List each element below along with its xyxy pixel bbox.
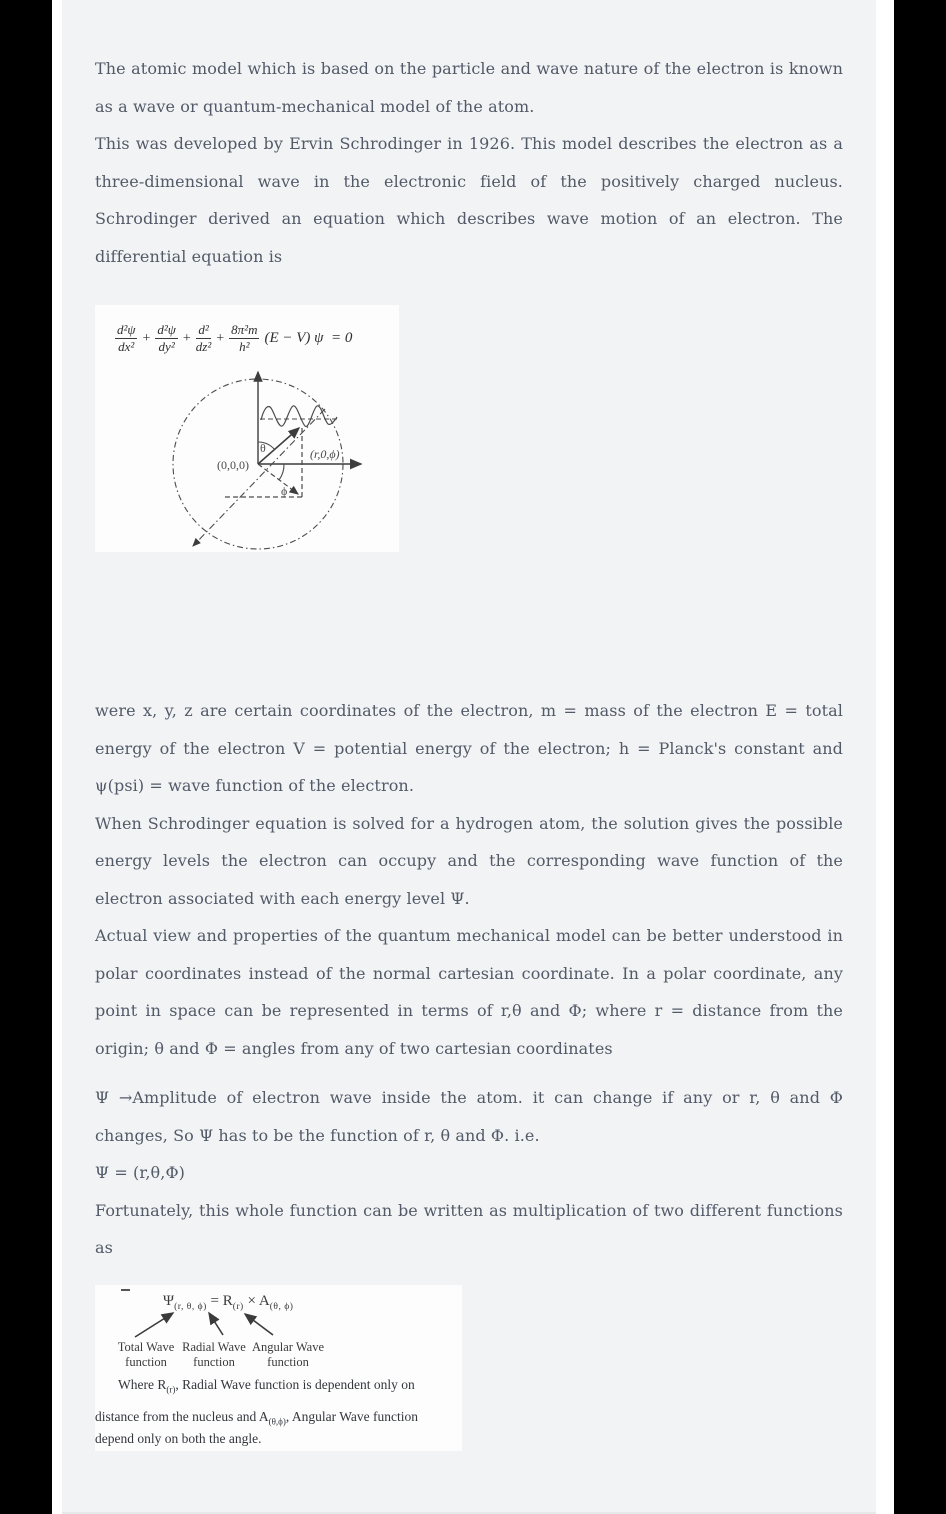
document-page	[62, 0, 876, 1514]
phi-label: ϕ	[281, 484, 288, 498]
paragraph-polar-coordinates: Actual view and properties of the quantum mechanical model can be better understood in polar coordinates instead of the normal cartesian coordinate. In a polar coordinate, any point in space can be represented in terms of r,θ and Φ; where r = distance from the origin; θ and Φ = angles from any of two cartesian coordinates	[95, 926, 843, 1058]
wave-function-figure	[95, 1285, 462, 1451]
total-wave-label: Total Wave function	[117, 1339, 175, 1369]
plus-sign: +	[182, 330, 191, 346]
point-label: (r,0,ϕ)	[310, 447, 340, 461]
figure-caption-line: distance from the nucleus and $A_{(\theta,\phi)}$, Angular Wave function	[95, 1408, 419, 1427]
left-black-bar	[0, 0, 52, 1514]
phi-angle-arc	[279, 464, 284, 480]
wave-function-equation: $\Psi_{(r, \theta, \phi)} = R_{(r)} \times A_{(\theta, \phi)}$	[163, 1292, 294, 1312]
origin-label: (0,0,0)	[217, 458, 249, 472]
figure-caption-line: Where $R_{(r)}$, Radial Wave function is dependent only on	[118, 1376, 415, 1395]
schrodinger-differential-equation	[95, 305, 399, 362]
angular-symbol: A	[258, 1292, 270, 1309]
angular-symbol: A	[258, 1408, 269, 1424]
radial-symbol: R	[157, 1376, 167, 1392]
paragraph-intro: The atomic model which is based on the particle and wave nature of the electron is known as a wave or quantum-mechanical model of the atom.	[95, 59, 843, 116]
right-black-bar	[894, 0, 946, 1514]
angular-wave-arrow	[245, 1314, 273, 1335]
polar-coordinate-diagram	[95, 362, 399, 552]
fraction-dz: $\frac{\text{d²}}{\text{dz²}}$	[195, 322, 212, 354]
fraction-dx: $\frac{\text{d²ψ}}{\text{dx²}}$	[117, 322, 136, 354]
paragraph-schrodinger-history: This was developed by Ervin Schrodinger in 1926. This model describes the electron as a three-dimensional wave in the electronic field of the positively charged nucleus. Schrodinger derived an equation which describes wave motion of an electron. The differential equation is	[95, 134, 843, 266]
blank-gap	[95, 552, 843, 692]
document-content	[95, 50, 843, 1451]
wave-curve	[261, 406, 337, 427]
paragraph-variables: were x, y, z are certain coordinates of the electron, m = mass of the electron E = total energy of the electron V = potential energy of the electron; h = Planck's constant and ψ(psi) = wave function of the electron.	[95, 701, 843, 795]
total-wave-arrow	[135, 1313, 173, 1337]
paragraph-multiplication: Fortunately, this whole function can be written as multiplication of two different functions as	[95, 1200, 843, 1257]
fraction-8pi2m: $\frac{\text{8π²m}}{\text{h²}}$	[231, 322, 258, 354]
equals-sign: =	[210, 1292, 219, 1309]
paragraph-hydrogen-solution: When Schrodinger equation is solved for a hydrogen atom, the solution gives the possible energy levels the electron can occupy and the corresponding wave function of the electron associated with each energy level Ψ.	[95, 813, 843, 908]
times-sign: ×	[247, 1292, 256, 1309]
fraction-dy: $\frac{\text{d²ψ}}{\text{dy²}}$	[157, 322, 176, 354]
radial-wave-label: Radial Wave function	[182, 1339, 246, 1369]
paragraph-psi-function: Ψ = (r,θ,Φ)	[95, 1163, 186, 1182]
theta-label: θ	[260, 441, 266, 455]
equation-tail: (E − V) ψ = 0	[264, 330, 353, 346]
paragraph-amplitude: Ψ →Amplitude of electron wave inside the atom. it can change if any or r, θ and Φ changes, So Ψ has to be the function of r, θ and Φ. i.e.	[95, 1088, 843, 1145]
figure-caption-line: depend only on both the angle.	[95, 1430, 262, 1446]
psi-symbol: Ψ	[163, 1292, 175, 1309]
diagonal-axis-dashdot	[193, 409, 325, 546]
plus-sign: +	[216, 330, 225, 346]
radial-wave-arrow	[209, 1313, 223, 1335]
projection-arrow-dashed	[258, 464, 298, 494]
schrodinger-equation-figure	[95, 305, 399, 552]
radial-symbol: R	[222, 1292, 233, 1309]
plus-sign: +	[142, 330, 151, 346]
angular-wave-label: Angular Wave function	[251, 1339, 324, 1369]
